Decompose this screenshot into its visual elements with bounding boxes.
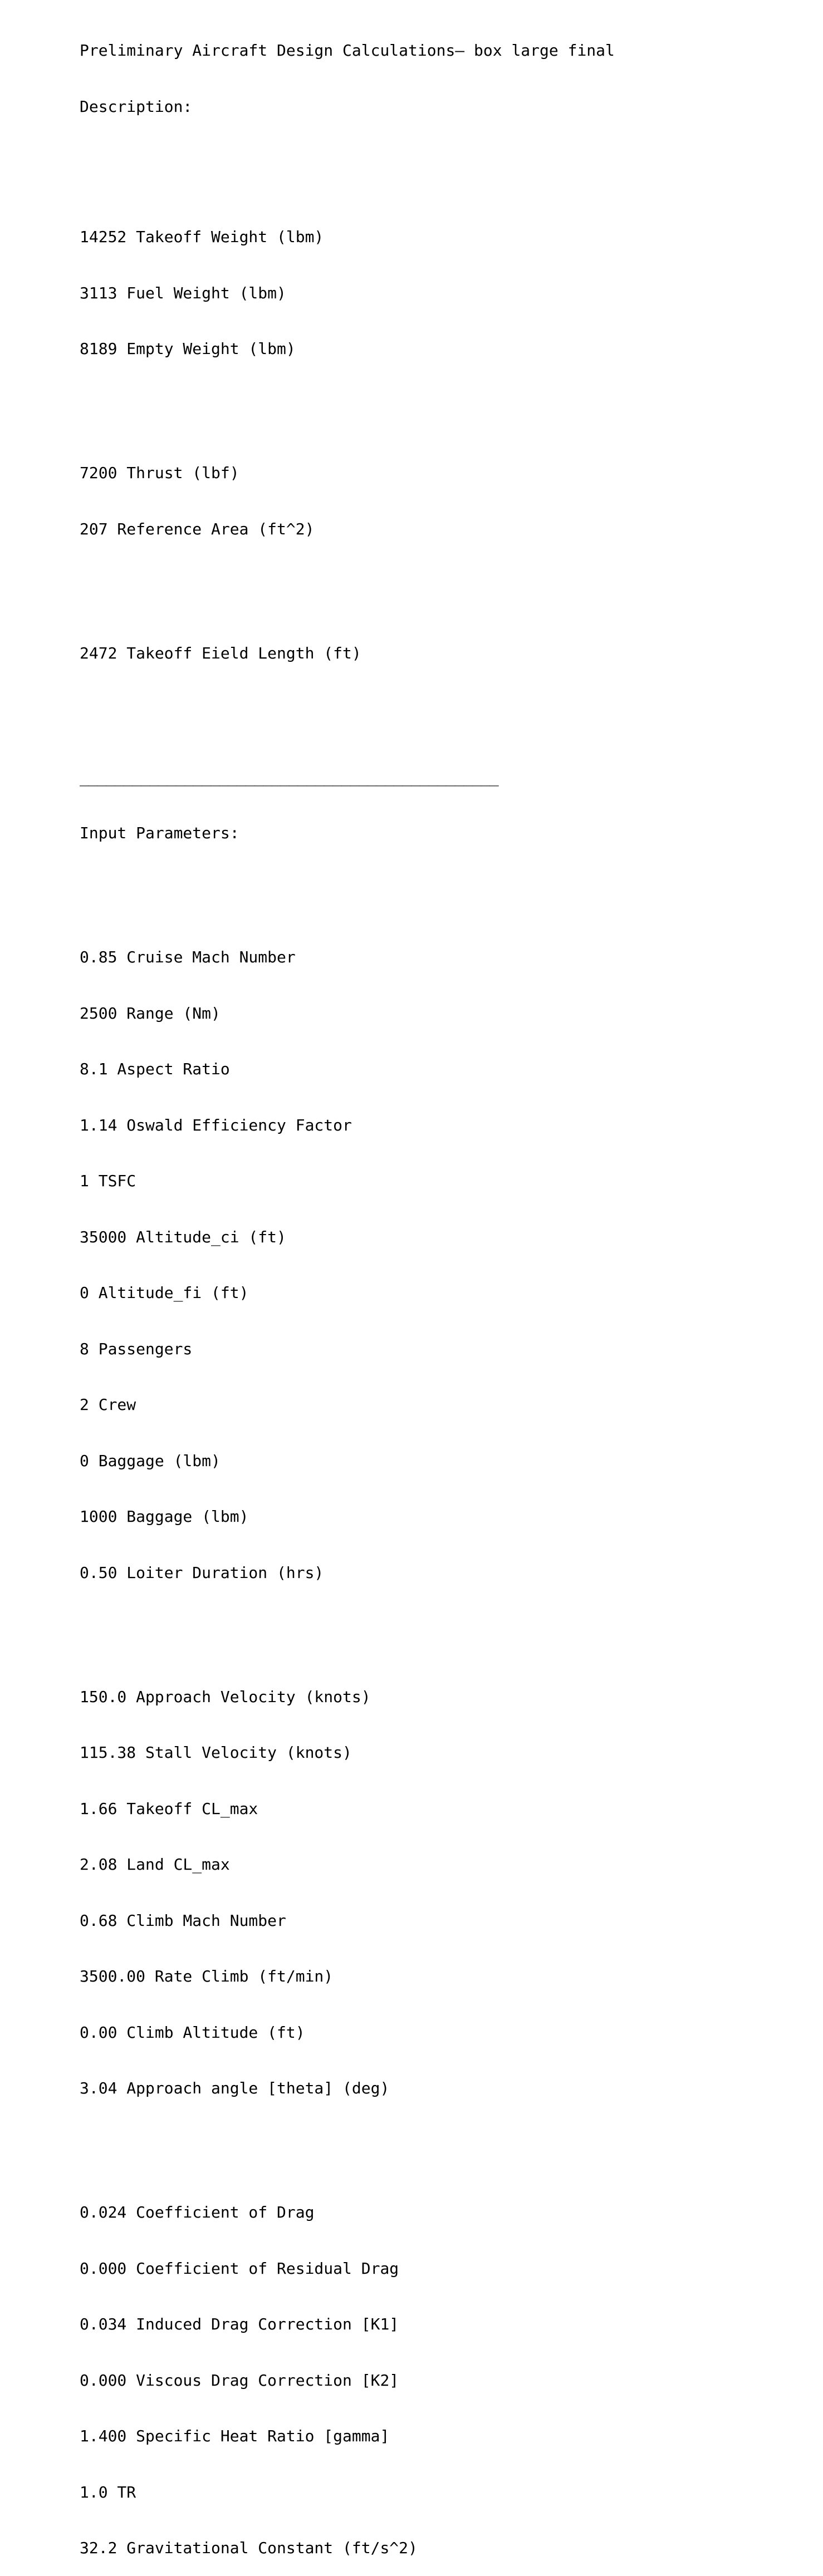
description-label: Description: <box>80 97 193 116</box>
input-stall-velocity: 115.38 Stall Velocity (knots) <box>80 1743 352 1762</box>
input-parameters-label: Input Parameters: <box>80 824 239 842</box>
page-title: Preliminary Aircraft Design Calculations– box large final <box>80 41 615 60</box>
input-climb-mach: 0.68 Climb Mach Number <box>80 1911 286 1930</box>
input-climb-altitude: 0.00 Climb Altitude (ft) <box>80 2023 305 2042</box>
input-baggage-1: 0 Baggage (lbm) <box>80 1451 221 1470</box>
input-crew: 2 Crew <box>80 1395 136 1414</box>
input-drag-coefficient: 0.024 Coefficient of Drag <box>80 2203 315 2221</box>
input-approach-angle: 3.04 Approach angle [theta] (deg) <box>80 2079 390 2097</box>
input-residual-drag: 0.000 Coefficient of Residual Drag <box>80 2259 399 2278</box>
result-thrust: 7200 Thrust (lbf) <box>80 464 239 482</box>
result-empty-weight: 8189 Empty Weight (lbm) <box>80 340 296 358</box>
input-aspect-ratio: 8.1 Aspect Ratio <box>80 1060 230 1078</box>
input-tr: 1.0 TR <box>80 2482 136 2501</box>
calculation-output <box>80 4 804 2576</box>
result-takeoff-weight: 14252 Takeoff Weight (lbm) <box>80 228 324 246</box>
input-oswald-efficiency: 1.14 Oswald Efficiency Factor <box>80 1115 352 1134</box>
input-viscous-drag-k2: 0.000 Viscous Drag Correction [K2] <box>80 2371 399 2390</box>
result-fuel-weight: 3113 Fuel Weight (lbm) <box>80 283 286 302</box>
input-range: 2500 Range (Nm) <box>80 1004 221 1022</box>
input-land-clmax: 2.08 Land CL_max <box>80 1855 230 1874</box>
input-passengers: 8 Passengers <box>80 1339 193 1358</box>
input-approach-velocity: 150.0 Approach Velocity (knots) <box>80 1687 371 1706</box>
input-heat-ratio: 1.400 Specific Heat Ratio [gamma] <box>80 2427 390 2445</box>
input-gravitational-constant: 32.2 Gravitational Constant (ft/s^2) <box>80 2539 418 2557</box>
separator-line: ________________________________________________ <box>80 768 498 786</box>
input-tsfc: 1 TSFC <box>80 1172 136 1190</box>
input-takeoff-clmax: 1.66 Takeoff CL_max <box>80 1799 258 1818</box>
result-reference-area: 207 Reference Area (ft^2) <box>80 519 315 538</box>
input-induced-drag-k1: 0.034 Induced Drag Correction [K1] <box>80 2315 399 2333</box>
input-rate-climb: 3500.00 Rate Climb (ft/min) <box>80 1967 334 1985</box>
input-altitude-fi: 0 Altitude_fi (ft) <box>80 1284 249 1302</box>
input-altitude-ci: 35000 Altitude_ci (ft) <box>80 1227 286 1246</box>
input-baggage-2: 1000 Baggage (lbm) <box>80 1507 249 1526</box>
input-loiter-duration: 0.50 Loiter Duration (hrs) <box>80 1563 324 1582</box>
result-takeoff-field-length: 2472 Takeoff Eield Length (ft) <box>80 643 361 662</box>
input-cruise-mach: 0.85 Cruise Mach Number <box>80 948 296 966</box>
